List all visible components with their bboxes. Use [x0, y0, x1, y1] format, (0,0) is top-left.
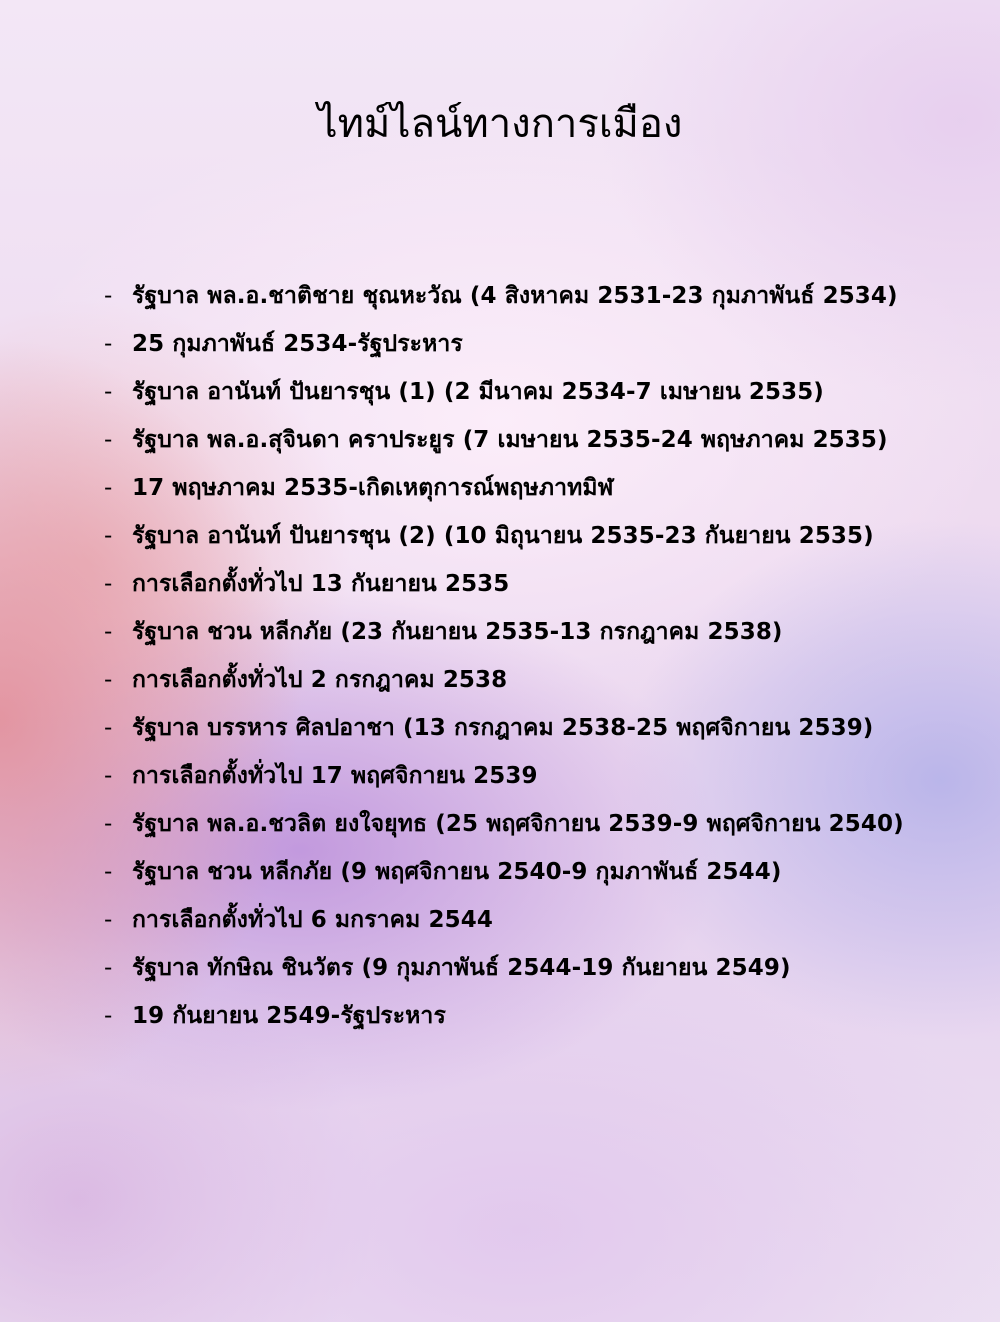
timeline-item [100, 464, 980, 512]
timeline-item [100, 848, 980, 896]
bullet-dash: - [104, 907, 113, 933]
timeline-item-text: รัฐบาล อานันท์ ปันยารชุน (1) (2 มีนาคม 2534-7 เมษายน 2535) [132, 379, 824, 405]
timeline-item-text: 25 กุมภาพันธ์ 2534-รัฐประหาร [132, 331, 463, 357]
timeline-item-text: 17 พฤษภาคม 2535-เกิดเหตุการณ์พฤษภาทมิฬ [132, 475, 614, 501]
bullet-dash: - [104, 475, 113, 501]
bullet-dash: - [104, 619, 113, 645]
timeline-item [100, 752, 980, 800]
bullet-dash: - [104, 763, 113, 789]
timeline-item [100, 800, 980, 848]
timeline-item-text: 19 กันยายน 2549-รัฐประหาร [132, 1003, 446, 1029]
timeline-item-text: การเลือกตั้งทั่วไป 6 มกราคม 2544 [132, 907, 493, 933]
timeline-item [100, 272, 980, 320]
timeline-item [100, 416, 980, 464]
timeline-item-text: รัฐบาล อานันท์ ปันยารชุน (2) (10 มิถุนายน 2535-23 กันยายน 2535) [132, 523, 874, 549]
bullet-dash: - [104, 667, 113, 693]
bullet-dash: - [104, 715, 113, 741]
timeline-item-text: รัฐบาล ทักษิณ ชินวัตร (9 กุมภาพันธ์ 2544-19 กันยายน 2549) [132, 955, 791, 981]
bullet-dash: - [104, 859, 113, 885]
timeline-item-text: รัฐบาล ชวน หลีกภัย (9 พฤศจิกายน 2540-9 กุมภาพันธ์ 2544) [132, 859, 782, 885]
timeline-item [100, 368, 980, 416]
bullet-dash: - [104, 571, 113, 597]
bullet-dash: - [104, 379, 113, 405]
timeline-item-text: การเลือกตั้งทั่วไป 2 กรกฎาคม 2538 [132, 667, 508, 693]
timeline-item [100, 944, 980, 992]
timeline-item [100, 320, 980, 368]
bullet-dash: - [104, 331, 113, 357]
timeline-item [100, 656, 980, 704]
bullet-dash: - [104, 955, 113, 981]
timeline-item-text: รัฐบาล พล.อ.สุจินดา คราประยูร (7 เมษายน 2535-24 พฤษภาคม 2535) [132, 427, 888, 453]
bullet-dash: - [104, 283, 113, 309]
timeline-item [100, 512, 980, 560]
timeline-list [100, 272, 980, 1040]
timeline-item-text: การเลือกตั้งทั่วไป 17 พฤศจิกายน 2539 [132, 763, 538, 789]
timeline-item [100, 560, 980, 608]
timeline-item-text: รัฐบาล พล.อ.ชวลิต ยงใจยุทธ (25 พฤศจิกายน 2539-9 พฤศจิกายน 2540) [132, 811, 904, 837]
bullet-dash: - [104, 1003, 113, 1029]
timeline-item-text: การเลือกตั้งทั่วไป 13 กันยายน 2535 [132, 571, 510, 597]
timeline-item [100, 608, 980, 656]
timeline-item-text: รัฐบาล บรรหาร ศิลปอาชา (13 กรกฎาคม 2538-25 พฤศจิกายน 2539) [132, 715, 874, 741]
timeline-item [100, 992, 980, 1040]
timeline-item [100, 704, 980, 752]
timeline-item [100, 896, 980, 944]
bullet-dash: - [104, 811, 113, 837]
bullet-dash: - [104, 523, 113, 549]
timeline-item-text: รัฐบาล พล.อ.ชาติชาย ชุณหะวัณ (4 สิงหาคม 2531-23 กุมภาพันธ์ 2534) [132, 283, 898, 309]
page-title: ไทม์ไลน์ทางการเมือง [317, 101, 683, 147]
bullet-dash: - [104, 427, 113, 453]
timeline-item-text: รัฐบาล ชวน หลีกภัย (23 กันยายน 2535-13 กรกฎาคม 2538) [132, 619, 783, 645]
